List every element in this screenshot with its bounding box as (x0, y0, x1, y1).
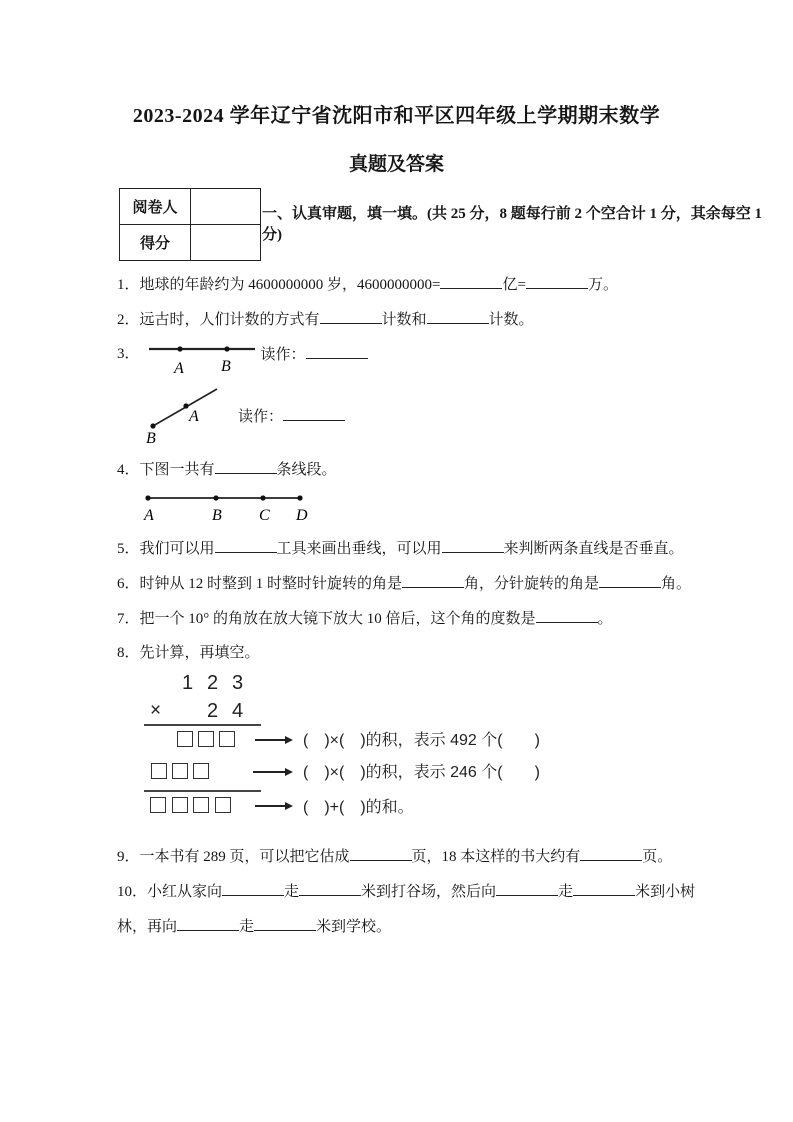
blank-line (254, 916, 316, 931)
reviewer-value-cell (191, 189, 261, 225)
blank-line (283, 406, 345, 421)
blank-line (222, 881, 284, 896)
question-4-text: 4．下图一共有 (117, 462, 215, 478)
point-label-a: A (173, 360, 184, 377)
blank-line (299, 881, 361, 896)
point-label-b: B (220, 358, 231, 375)
blank-line (320, 309, 382, 324)
blank-line (536, 608, 598, 623)
answer-box (193, 763, 209, 779)
grading-table-score-row (120, 225, 261, 261)
question-6 (117, 573, 777, 595)
question-10-text: 走 (558, 884, 574, 900)
multiplier-digit: 2 (206, 700, 219, 722)
blank-line (573, 881, 635, 896)
rule-line (144, 790, 261, 792)
exam-title-line1: 2023-2024 学年辽宁省沈阳市和平区四年级上学期期末数学 (132, 105, 661, 127)
question-10 (117, 881, 777, 938)
line-diagram-ab (147, 342, 259, 380)
question-10-text: 米到小树 (635, 884, 696, 900)
partial-product-2-label: ( )×( )的积，表示 246 个( ) (303, 764, 540, 781)
question-4 (117, 459, 777, 525)
score-label: 得分 (120, 225, 191, 261)
point-label-a: A (189, 408, 199, 425)
question-2-text: 计数和 (381, 312, 427, 328)
question-8-prompt: 8．先计算，再填空。 (117, 645, 260, 661)
question-1-text: 万。 (587, 277, 618, 293)
question-5-text: 工具来画出垂线，可以用 (276, 541, 442, 557)
read-as-label (261, 344, 368, 366)
question-5 (117, 538, 777, 560)
question-6-text: 6．时钟从 12 时整到 1 时整时针旋转的角是 (117, 576, 403, 592)
answer-box (172, 763, 188, 779)
blank-line (402, 573, 464, 588)
rule-line (144, 724, 261, 726)
arrow-icon (255, 739, 291, 741)
question-3-row-2 (138, 382, 777, 446)
question-10-line-1 (117, 881, 777, 903)
multiplicand-digit: 1 (181, 672, 194, 694)
answer-box (219, 731, 235, 747)
question-10-text: 走 (284, 884, 300, 900)
question-10-text: 米到学校。 (316, 919, 392, 935)
question-1-text: 1．地球的年龄约为 4600000000 岁，4600000000= (117, 277, 441, 293)
blank-line (440, 274, 502, 289)
multiplier-row (200, 700, 250, 722)
blank-line (442, 538, 504, 553)
blank-line (496, 881, 558, 896)
point-label-b: B (212, 507, 222, 524)
question-5-text: 5．我们可以用 (117, 541, 215, 557)
point-label-d: D (296, 507, 308, 524)
answer-box (151, 763, 167, 779)
question-4-text: 条线段。 (276, 462, 337, 478)
question-8 (117, 643, 777, 831)
question-10-line-2 (117, 916, 777, 938)
answer-box (150, 797, 166, 813)
exam-title-line2: 真题及答案 (348, 154, 444, 175)
blank-line (177, 916, 239, 931)
read-as-label (238, 406, 345, 428)
question-2 (117, 309, 777, 331)
question-7-text: 。 (597, 611, 613, 627)
final-sum-label: ( )+( )的和。 (303, 799, 414, 816)
score-value-cell (191, 225, 261, 261)
multiplicand-digit: 3 (231, 672, 244, 694)
question-10-text: 10．小红从家向 (117, 884, 223, 900)
question-6-text: 角，分针旋转的角是 (464, 576, 600, 592)
point-label-b: B (146, 430, 156, 446)
point-label-a: A (144, 507, 154, 524)
question-10-text: 米到打谷场，然后向 (361, 884, 497, 900)
question-3 (117, 344, 777, 446)
ray-diagram-ba (138, 382, 226, 446)
blank-line (580, 846, 642, 861)
question-4-line (117, 459, 777, 481)
multiplication-worksheet (143, 669, 777, 831)
multiplicand-row (175, 672, 250, 694)
answer-box (172, 797, 188, 813)
blank-line (350, 846, 412, 861)
question-9-text: 页。 (642, 849, 673, 865)
question-10-text: 走 (239, 919, 255, 935)
answer-box (177, 731, 193, 747)
question-5-text: 来判断两条直线是否垂直。 (503, 541, 684, 557)
point-label-c: C (259, 507, 270, 524)
partial-product-1-label: ( )×( )的积，表示 492 个( ) (303, 732, 540, 749)
section-1-heading: 一、认真审题，填一填。(共 25 分，8 题每行前 2 个空合计 1 分，其余每空 1 分) (262, 206, 762, 243)
question-3-row-1 (117, 344, 777, 380)
grading-table-reviewer-row (120, 189, 261, 225)
times-sign: × (150, 700, 162, 721)
question-7-text: 7．把一个 10° 的角放在放大镜下放大 10 倍后，这个角的度数是 (117, 611, 536, 627)
question-3-number: 3． (117, 346, 140, 362)
question-2-text: 2．远古时，人们计数的方式有 (117, 312, 320, 328)
question-7 (117, 608, 777, 630)
blank-line (599, 573, 661, 588)
section-header-row (117, 188, 777, 261)
read-as-text: 读作： (238, 409, 284, 425)
blank-line (215, 459, 277, 474)
multiplicand-digit: 2 (206, 672, 219, 694)
question-1 (117, 274, 777, 296)
multiplier-digit: 4 (231, 700, 244, 722)
grading-table (119, 188, 261, 261)
answer-box (198, 731, 214, 747)
answer-box (193, 797, 209, 813)
question-9-text: 页，18 本这样的书大约有 (411, 849, 581, 865)
question-10-text: 林，再向 (117, 919, 178, 935)
arrow-icon (253, 771, 291, 773)
question-9-text: 9．一本书有 289 页，可以把它估成 (117, 849, 350, 865)
exam-body (117, 188, 777, 938)
question-9 (117, 846, 777, 868)
blank-line (215, 538, 277, 553)
question-1-text: 亿= (502, 277, 526, 293)
blank-line (427, 309, 489, 324)
answer-box (215, 797, 231, 813)
question-6-text: 角。 (661, 576, 692, 592)
arrow-icon (255, 805, 291, 807)
blank-line (306, 344, 368, 359)
reviewer-label: 阅卷人 (120, 189, 191, 225)
question-2-text: 计数。 (488, 312, 534, 328)
blank-line (526, 274, 588, 289)
segment-diagram-abcd (141, 489, 313, 525)
read-as-text: 读作： (260, 347, 306, 363)
